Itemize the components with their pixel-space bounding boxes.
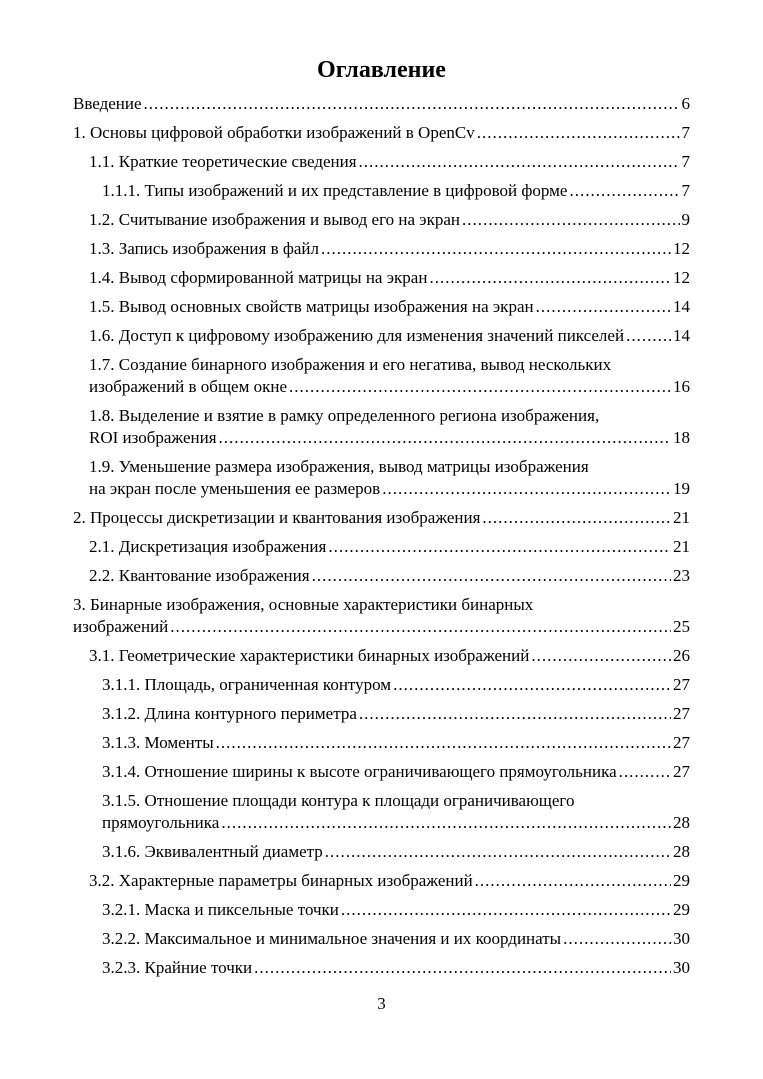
toc-entry-row xyxy=(73,616,690,638)
toc-entry-title: 3.2.2. Максимальное и минимальное значения и их координаты xyxy=(102,929,562,948)
dot-leader xyxy=(563,928,671,950)
toc-entry[interactable] xyxy=(73,899,690,921)
dot-leader xyxy=(341,899,671,921)
toc-entry-row xyxy=(89,209,690,231)
toc-entry-page: 21 xyxy=(673,508,690,527)
toc-entry-page: 12 xyxy=(673,268,690,287)
toc-entry-page: 26 xyxy=(673,646,690,665)
toc-entry[interactable] xyxy=(73,674,690,696)
toc-entry-row xyxy=(89,296,690,318)
toc-entry[interactable] xyxy=(73,841,690,863)
toc-entry-title: 1. Основы цифровой обработки изображений в OpenCv xyxy=(73,123,475,142)
toc-entry-title: 3.2. Характерные параметры бинарных изображений xyxy=(89,871,473,890)
page-number: 3 xyxy=(377,994,386,1013)
toc-entry[interactable] xyxy=(73,761,690,783)
dot-leader xyxy=(382,478,671,500)
toc-entry-row xyxy=(102,674,690,696)
toc-entry[interactable] xyxy=(73,870,690,892)
toc-entry-title: 2. Процессы дискретизации и квантования изображения xyxy=(73,508,481,527)
toc-entry[interactable] xyxy=(73,732,690,754)
toc-entry[interactable] xyxy=(73,594,690,638)
toc-entry-title-line1: 1.8. Выделение и взятие в рамку определенного региона изображения, xyxy=(89,406,600,425)
toc-entry-title: 3.1. Геометрические характеристики бинарных изображений xyxy=(89,646,530,665)
dot-leader xyxy=(170,616,671,638)
toc-entry-row xyxy=(73,507,690,529)
table-of-contents xyxy=(73,93,690,986)
toc-entry[interactable] xyxy=(73,456,690,500)
toc-entry-title: на экран после уменьшения ее размеров xyxy=(89,479,381,498)
toc-entry-title: изображений в общем окне xyxy=(89,377,287,396)
toc-entry-title: Введение xyxy=(73,94,142,113)
dot-leader xyxy=(312,565,671,587)
toc-entry-page: 23 xyxy=(673,566,690,585)
toc-entry-title: 3.2.1. Маска и пиксельные точки xyxy=(102,900,339,919)
toc-entry[interactable] xyxy=(73,507,690,529)
toc-entry-row xyxy=(89,870,690,892)
toc-entry-page: 27 xyxy=(673,675,690,694)
toc-entry-page: 29 xyxy=(673,900,690,919)
toc-entry-page: 29 xyxy=(673,871,690,890)
toc-entry-title: 1.6. Доступ к цифровому изображению для изменения значений пикселей xyxy=(89,326,625,345)
toc-entry[interactable] xyxy=(73,928,690,950)
toc-entry-row xyxy=(102,761,690,783)
toc-entry-row xyxy=(102,841,690,863)
toc-entry-row xyxy=(89,478,690,500)
dot-leader xyxy=(325,841,671,863)
toc-entry-page: 7 xyxy=(681,181,690,200)
toc-entry-page: 27 xyxy=(673,762,690,781)
dot-leader xyxy=(619,761,671,783)
dot-leader xyxy=(221,812,671,834)
toc-entry-row xyxy=(102,180,690,202)
dot-leader xyxy=(359,151,680,173)
toc-entry[interactable] xyxy=(73,957,690,979)
toc-entry-title: 3.1.6. Эквивалентный диаметр xyxy=(102,842,323,861)
toc-entry-title: 3.2.3. Крайние точки xyxy=(102,958,253,977)
toc-entry-row xyxy=(102,703,690,725)
toc-entry-title: 1.5. Вывод основных свойств матрицы изображения на экран xyxy=(89,297,534,316)
toc-entry[interactable] xyxy=(73,565,690,587)
toc-entry-title-line1: 1.7. Создание бинарного изображения и его негатива, вывод нескольких xyxy=(89,355,612,374)
dot-leader xyxy=(321,238,671,260)
toc-entry-title-line1: 3.1.5. Отношение площади контура к площади ограничивающего xyxy=(102,791,575,810)
dot-leader xyxy=(144,93,680,115)
dot-leader xyxy=(477,122,680,144)
dot-leader xyxy=(359,703,671,725)
toc-entry[interactable] xyxy=(73,296,690,318)
toc-entry-title: 3.1.1. Площадь, ограниченная контуром xyxy=(102,675,392,694)
toc-entry-page: 14 xyxy=(673,326,690,345)
dot-leader xyxy=(531,645,671,667)
toc-entry[interactable] xyxy=(73,790,690,834)
dot-leader xyxy=(216,732,671,754)
toc-entry-title: 2.2. Квантование изображения xyxy=(89,566,310,585)
toc-entry-page: 9 xyxy=(681,210,690,229)
toc-entry-title: ROI изображения xyxy=(89,428,217,447)
toc-entry-title: 2.1. Дискретизация изображения xyxy=(89,537,327,556)
dot-leader xyxy=(482,507,671,529)
toc-entry-title: 3.1.2. Длина контурного периметра xyxy=(102,704,357,723)
toc-entry-row xyxy=(89,565,690,587)
toc-entry-row xyxy=(89,645,690,667)
toc-entry-page: 19 xyxy=(673,479,690,498)
toc-entry-page: 27 xyxy=(673,733,690,752)
toc-entry[interactable] xyxy=(73,267,690,289)
toc-entry-title-line1: 3. Бинарные изображения, основные характеристики бинарных xyxy=(73,595,534,614)
toc-entry-row xyxy=(102,732,690,754)
dot-leader xyxy=(475,870,671,892)
toc-entry-title: 3.1.4. Отношение ширины к высоте ограничивающего прямоугольника xyxy=(102,762,617,781)
toc-entry-page: 25 xyxy=(673,617,690,636)
dot-leader xyxy=(569,180,679,202)
toc-entry-title: 1.2. Считывание изображения и вывод его на экран xyxy=(89,210,460,229)
toc-entry-title: 3.1.3. Моменты xyxy=(102,733,214,752)
toc-entry-title: изображений xyxy=(73,617,169,636)
toc-entry-page: 28 xyxy=(673,842,690,861)
toc-entry[interactable] xyxy=(73,151,690,173)
toc-entry-row xyxy=(89,151,690,173)
toc-entry-row xyxy=(89,536,690,558)
toc-entry[interactable] xyxy=(73,238,690,260)
toc-entry-title: 1.4. Вывод сформированной матрицы на экран xyxy=(89,268,428,287)
toc-entry[interactable] xyxy=(73,405,690,449)
toc-entry-row xyxy=(102,899,690,921)
toc-entry-row xyxy=(102,957,690,979)
toc-entry-page: 28 xyxy=(673,813,690,832)
toc-entry[interactable] xyxy=(73,180,690,202)
toc-title: Оглавление xyxy=(317,57,446,83)
toc-entry-page: 18 xyxy=(673,428,690,447)
dot-leader xyxy=(429,267,671,289)
toc-entry-page: 27 xyxy=(673,704,690,723)
toc-entry-row xyxy=(89,238,690,260)
toc-entry-title: 1.3. Запись изображения в файл xyxy=(89,239,319,258)
toc-entry-page: 21 xyxy=(673,537,690,556)
toc-entry-row xyxy=(102,812,690,834)
toc-entry-row xyxy=(89,376,690,398)
toc-entry-row xyxy=(89,325,690,347)
toc-entry-page: 7 xyxy=(681,152,690,171)
dot-leader xyxy=(219,427,671,449)
toc-entry-page: 30 xyxy=(673,929,690,948)
toc-entry-title: 1.1. Краткие теоретические сведения xyxy=(89,152,357,171)
toc-entry-row xyxy=(89,427,690,449)
toc-entry-page: 30 xyxy=(673,958,690,977)
toc-entry-row xyxy=(102,928,690,950)
toc-entry[interactable] xyxy=(73,703,690,725)
toc-entry[interactable] xyxy=(73,209,690,231)
toc-entry[interactable] xyxy=(73,536,690,558)
toc-entry-page: 12 xyxy=(673,239,690,258)
toc-entry-page: 16 xyxy=(673,377,690,396)
dot-leader xyxy=(626,325,671,347)
toc-entry-row xyxy=(73,122,690,144)
toc-entry[interactable] xyxy=(73,93,690,115)
dot-leader xyxy=(393,674,671,696)
toc-entry[interactable] xyxy=(73,325,690,347)
dot-leader xyxy=(536,296,671,318)
dot-leader xyxy=(289,376,671,398)
toc-entry[interactable] xyxy=(73,122,690,144)
toc-entry-page: 7 xyxy=(681,123,690,142)
toc-entry-page: 14 xyxy=(673,297,690,316)
dot-leader xyxy=(328,536,671,558)
toc-entry-row xyxy=(73,93,690,115)
toc-entry-title-line1: 1.9. Уменьшение размера изображения, вывод матрицы изображения xyxy=(89,457,589,476)
toc-entry[interactable] xyxy=(73,354,690,398)
toc-entry-title: прямоугольника xyxy=(102,813,220,832)
toc-entry-row xyxy=(89,267,690,289)
toc-entry[interactable] xyxy=(73,645,690,667)
toc-entry-title: 1.1.1. Типы изображений и их представление в цифровой форме xyxy=(102,181,568,200)
dot-leader xyxy=(462,209,680,231)
toc-entry-page: 6 xyxy=(681,94,690,113)
dot-leader xyxy=(254,957,671,979)
